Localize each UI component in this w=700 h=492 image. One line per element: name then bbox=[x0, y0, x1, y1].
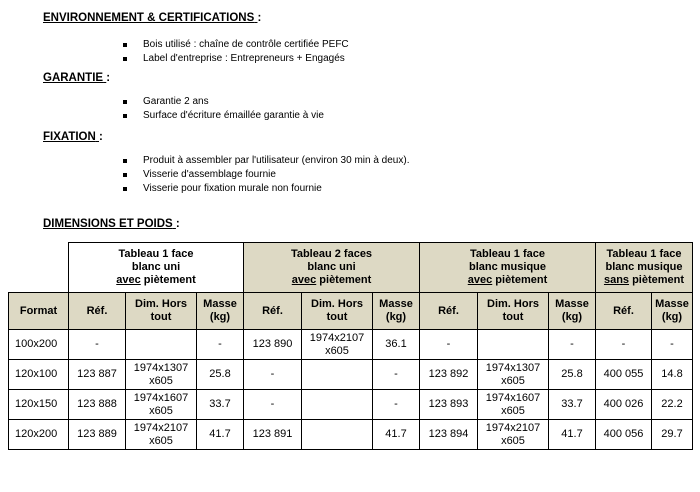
fixation-heading: FIXATION : bbox=[43, 131, 103, 143]
dim-cell bbox=[302, 390, 373, 420]
format-cell: 120x100 bbox=[9, 360, 69, 390]
group-header: Tableau 1 face blanc musique sans piètement bbox=[596, 243, 693, 293]
format-header: Format bbox=[9, 293, 69, 330]
dim-cell bbox=[302, 420, 373, 450]
ref-cell: - bbox=[244, 360, 302, 390]
dim-cell: 1974x1307 x605 bbox=[478, 360, 549, 390]
list-item: Visserie pour fixation murale non fournie bbox=[120, 182, 409, 196]
ref-cell: 400 026 bbox=[596, 390, 652, 420]
dim-header: Dim. Hors tout bbox=[302, 293, 373, 330]
dim-cell bbox=[478, 330, 549, 360]
column-header-row bbox=[9, 293, 693, 330]
masse-cell: 25.8 bbox=[549, 360, 596, 390]
ref-cell: - bbox=[420, 330, 478, 360]
ref-cell: - bbox=[244, 390, 302, 420]
ref-cell: 123 891 bbox=[244, 420, 302, 450]
group-header: Tableau 1 face blanc uni avec piètement bbox=[69, 243, 244, 293]
ref-cell: - bbox=[596, 330, 652, 360]
masse-cell: - bbox=[652, 330, 693, 360]
masse-cell: - bbox=[373, 390, 420, 420]
ref-cell: 123 892 bbox=[420, 360, 478, 390]
masse-header: Masse (kg) bbox=[197, 293, 244, 330]
dim-cell: 1974x2107 x605 bbox=[302, 330, 373, 360]
format-cell: 100x200 bbox=[9, 330, 69, 360]
ref-header: Réf. bbox=[244, 293, 302, 330]
dim-cell bbox=[302, 360, 373, 390]
dim-cell bbox=[126, 330, 197, 360]
garantie-heading: GARANTIE : bbox=[43, 72, 111, 84]
fixation-list bbox=[120, 154, 409, 196]
table-row bbox=[9, 390, 693, 420]
group-header: Tableau 2 faces blanc uni avec piètement bbox=[244, 243, 420, 293]
format-cell: 120x150 bbox=[9, 390, 69, 420]
dim-cell: 1974x1607 x605 bbox=[478, 390, 549, 420]
ref-header: Réf. bbox=[69, 293, 126, 330]
ref-cell: 123 889 bbox=[69, 420, 126, 450]
masse-cell: 41.7 bbox=[549, 420, 596, 450]
ref-header: Réf. bbox=[596, 293, 652, 330]
masse-cell: 41.7 bbox=[373, 420, 420, 450]
masse-cell: 33.7 bbox=[197, 390, 244, 420]
ref-cell: 123 893 bbox=[420, 390, 478, 420]
masse-cell: 29.7 bbox=[652, 420, 693, 450]
dim-header: Dim. Hors tout bbox=[478, 293, 549, 330]
dimensions-heading: DIMENSIONS ET POIDS : bbox=[43, 218, 180, 230]
masse-cell: 25.8 bbox=[197, 360, 244, 390]
table-row bbox=[9, 330, 693, 360]
list-item: Label d'entreprise : Entrepreneurs + Engagés bbox=[120, 52, 349, 66]
table-row bbox=[9, 360, 693, 390]
masse-cell: 22.2 bbox=[652, 390, 693, 420]
list-item: Surface d'écriture émaillée garantie à vie bbox=[120, 109, 324, 123]
masse-header: Masse (kg) bbox=[373, 293, 420, 330]
masse-header: Masse (kg) bbox=[549, 293, 596, 330]
ref-header: Réf. bbox=[420, 293, 478, 330]
env-list bbox=[120, 38, 349, 66]
dim-cell: 1974x2107 x605 bbox=[478, 420, 549, 450]
masse-cell: 41.7 bbox=[197, 420, 244, 450]
masse-cell: - bbox=[373, 360, 420, 390]
masse-cell: 14.8 bbox=[652, 360, 693, 390]
masse-cell: - bbox=[549, 330, 596, 360]
dimensions-table bbox=[8, 242, 693, 450]
dim-header: Dim. Hors tout bbox=[126, 293, 197, 330]
table-row bbox=[9, 420, 693, 450]
ref-cell: 400 056 bbox=[596, 420, 652, 450]
ref-cell: 123 887 bbox=[69, 360, 126, 390]
masse-cell: 36.1 bbox=[373, 330, 420, 360]
list-item: Visserie d'assemblage fournie bbox=[120, 168, 409, 182]
env-heading: ENVIRONNEMENT & CERTIFICATIONS : bbox=[43, 12, 262, 24]
dim-cell: 1974x1607 x605 bbox=[126, 390, 197, 420]
masse-cell: - bbox=[197, 330, 244, 360]
group-header-row bbox=[9, 243, 693, 293]
list-item: Bois utilisé : chaîne de contrôle certifiée PEFC bbox=[120, 38, 349, 52]
ref-cell: 123 888 bbox=[69, 390, 126, 420]
group-header: Tableau 1 face blanc musique avec piètement bbox=[420, 243, 596, 293]
ref-cell: 123 890 bbox=[244, 330, 302, 360]
ref-cell: - bbox=[69, 330, 126, 360]
list-item: Produit à assembler par l'utilisateur (environ 30 min à deux). bbox=[120, 154, 409, 168]
garantie-list bbox=[120, 95, 324, 123]
masse-cell: 33.7 bbox=[549, 390, 596, 420]
dim-cell: 1974x1307 x605 bbox=[126, 360, 197, 390]
dim-cell: 1974x2107 x605 bbox=[126, 420, 197, 450]
ref-cell: 400 055 bbox=[596, 360, 652, 390]
masse-header: Masse (kg) bbox=[652, 293, 693, 330]
list-item: Garantie 2 ans bbox=[120, 95, 324, 109]
ref-cell: 123 894 bbox=[420, 420, 478, 450]
format-cell: 120x200 bbox=[9, 420, 69, 450]
